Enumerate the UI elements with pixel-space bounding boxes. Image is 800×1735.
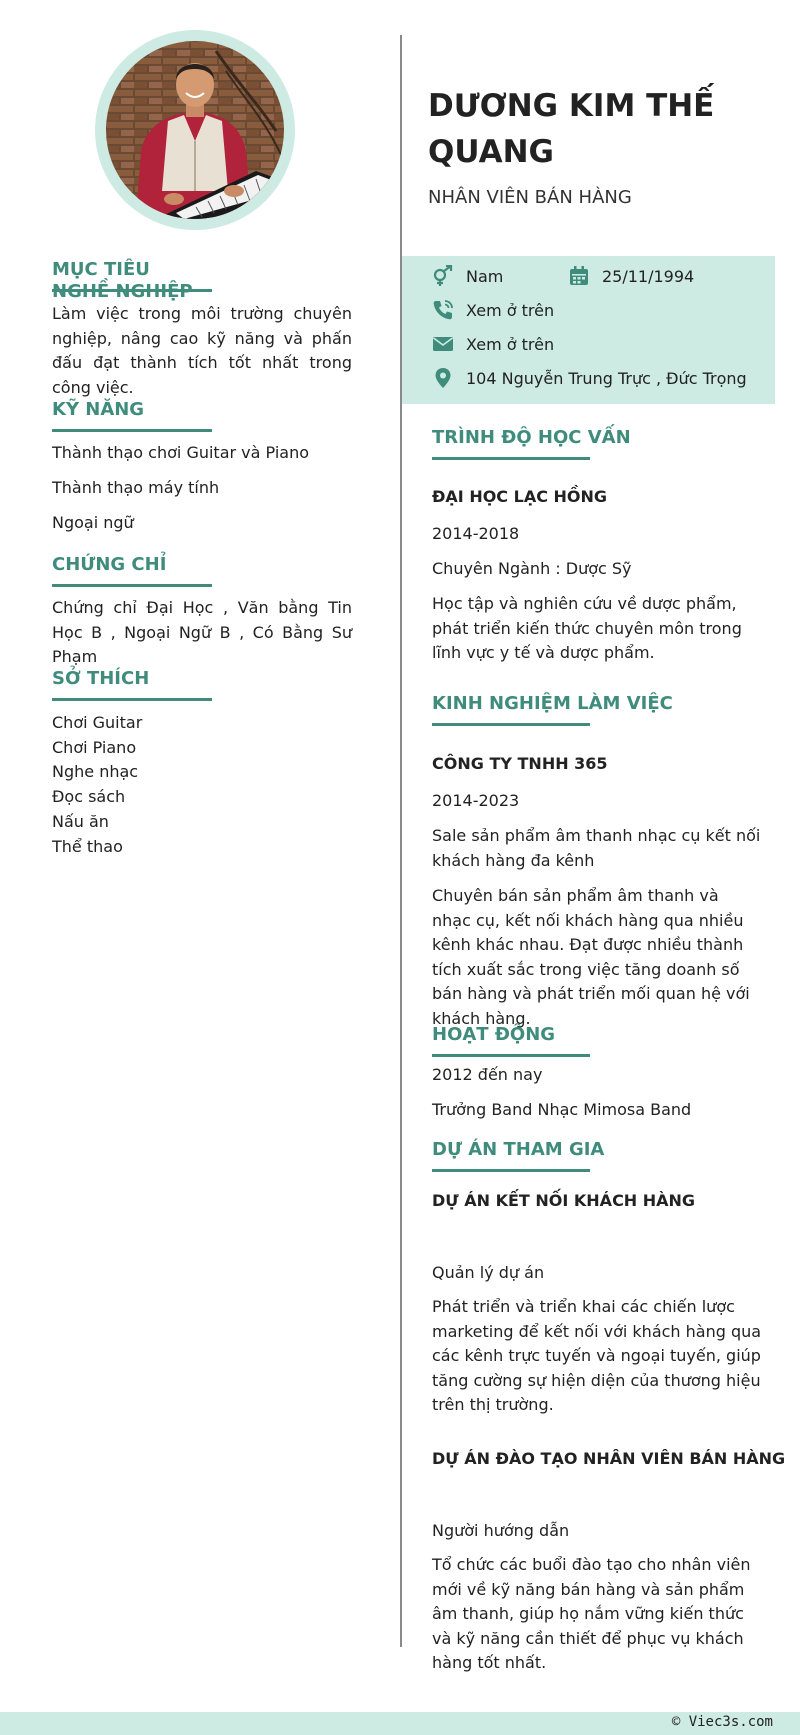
school-name: ĐẠI HỌC LẠC HỒNG (432, 487, 608, 506)
address-row (432, 367, 747, 389)
calendar-icon (568, 265, 590, 287)
footer-credit: © Viec3s.com (671, 1714, 773, 1730)
activities-title (432, 1024, 555, 1046)
title-underline (52, 584, 212, 587)
education-description: Học tập và nghiên cứu về dược phẩm, phát triển kiến thức chuyên môn trong lĩnh vực y tế và dược phẩm. (432, 594, 742, 662)
title-underline (52, 429, 212, 432)
objective-title (52, 259, 212, 303)
experience-description: Chuyên bán sản phẩm âm thanh và nhạc cụ, kết nối khách hàng qua nhiều kênh khác nhau. Đạt được nhiều thành tích xuất sắc trong việc tăng doanh số bán hàng và phát triển mối quan hệ với khách hàng. (432, 886, 750, 1028)
title-underline (432, 457, 590, 460)
skill-item: Thành thạo chơi Guitar và Piano (52, 443, 309, 462)
education-title (432, 427, 631, 449)
footer-bar (0, 1712, 800, 1735)
candidate-title: NHÂN VIÊN BÁN HÀNG (428, 187, 632, 208)
phone-icon (432, 299, 454, 321)
address-value: 104 Nguyễn Trung Trực , Đức Trọng (466, 368, 747, 388)
skills-title (52, 399, 212, 421)
project-role: Người hướng dẫn (432, 1521, 570, 1540)
avatar-frame (95, 30, 295, 230)
project-role: Quản lý dự án (432, 1263, 545, 1282)
certificates-title-text: CHỨNG CHỈ (52, 554, 167, 575)
gender-value: Nam (466, 266, 504, 286)
email-icon (432, 333, 454, 355)
activities-title-text: HOẠT ĐỘNG (432, 1024, 556, 1045)
experience-period: 2014-2023 (432, 791, 520, 810)
title-underline (52, 289, 212, 292)
project-name: DỰ ÁN ĐÀO TẠO NHÂN VIÊN BÁN HÀNG (432, 1449, 786, 1468)
birthdate-value: 25/11/1994 (602, 266, 695, 286)
email-row (432, 333, 554, 355)
project-description: Phát triển và triển khai các chiến lược marketing để kết nối với khách hàng qua các kênh trực tuyến và ngoại tuyến, giúp tăng cường sự hiện diện của thương hiệu trên thị trường. (432, 1297, 762, 1414)
contact-panel (402, 256, 775, 404)
objective-text: Làm việc trong môi trường chuyên nghiệp, nâng cao kỹ năng và phấn đấu đạt thành tích tốt nhất trong công việc. (52, 304, 352, 397)
project-name: DỰ ÁN KẾT NỐI KHÁCH HÀNG (432, 1191, 696, 1210)
phone-value: Xem ở trên (466, 300, 555, 320)
company-name: CÔNG TY TNHH 365 (432, 754, 608, 773)
skill-item: Ngoại ngữ (52, 513, 134, 532)
hobby-item: Đọc sách (52, 787, 126, 807)
education-major: Chuyên Ngành : Dược Sỹ (432, 559, 632, 578)
email-value: Xem ở trên (466, 334, 555, 354)
hobby-item: Nấu ăn (52, 811, 109, 831)
location-icon (432, 367, 454, 389)
hobby-list (52, 711, 142, 859)
birthdate-row (568, 265, 694, 287)
hobby-item: Chơi Guitar (52, 713, 143, 732)
phone-row (432, 299, 554, 321)
hobbies-title-text: SỞ THÍCH (52, 668, 150, 689)
certificates-text: Chứng chỉ Đại Học , Văn bằng Tin Học B , Ngoại Ngữ B , Có Bằng Sư Phạm (52, 598, 352, 666)
hobby-item: Chơi Piano (52, 737, 137, 757)
gender-row (432, 265, 503, 287)
title-underline (432, 1054, 590, 1057)
title-underline (432, 1169, 590, 1172)
title-underline (52, 698, 212, 701)
hobby-item: Thể thao (52, 836, 123, 856)
certificates-title (52, 554, 212, 576)
gender-icon (432, 265, 454, 287)
hobby-item: Nghe nhạc (52, 762, 139, 782)
activity-period: 2012 đến nay (432, 1065, 543, 1084)
education-period: 2014-2018 (432, 524, 520, 543)
avatar (106, 41, 284, 219)
skills-title-text: KỸ NĂNG (52, 399, 145, 420)
projects-title (432, 1139, 604, 1161)
experience-position: Sale sản phẩm âm thanh nhạc cụ kết nối khách hàng đa kênh (432, 826, 761, 870)
title-underline (432, 723, 590, 726)
candidate-name: DƯƠNG KIM THẾ QUANG (428, 88, 715, 170)
experience-title-text: KINH NGHIỆM LÀM VIỆC (432, 693, 673, 714)
skill-item: Thành thạo máy tính (52, 478, 220, 497)
objective-title-text: MỤC TIÊU (52, 259, 150, 280)
hobbies-title (52, 668, 212, 690)
projects-title-text: DỰ ÁN THAM GIA (432, 1139, 605, 1160)
project-description: Tổ chức các buổi đào tạo cho nhân viên mới về kỹ năng bán hàng và sản phẩm âm thanh, giúp họ nắm vững kiến thức và kỹ năng cần thiết để phục vụ khách hàng tốt nhất. (432, 1555, 751, 1672)
activity-role: Trưởng Band Nhạc Mimosa Band (432, 1100, 692, 1119)
experience-title (432, 693, 673, 715)
education-title-text: TRÌNH ĐỘ HỌC VẤN (432, 427, 631, 448)
